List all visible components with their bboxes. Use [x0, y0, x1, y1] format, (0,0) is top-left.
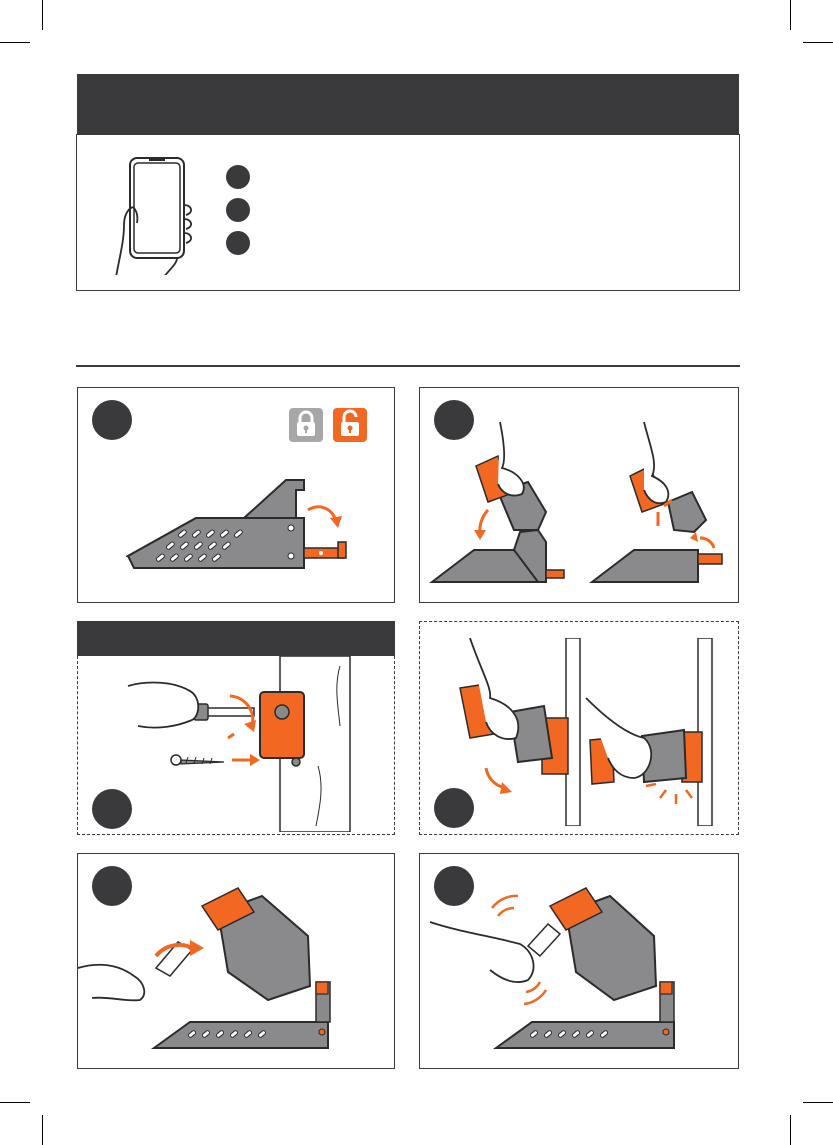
crop-mark	[790, 0, 791, 30]
mount-title-bar	[77, 621, 395, 656]
lock-open-icon	[333, 408, 367, 442]
phone-in-hand-icon	[97, 155, 207, 275]
app-intro-panel	[76, 134, 740, 291]
crop-mark	[803, 1102, 833, 1103]
step-5-panel	[77, 853, 395, 1069]
header-bar	[77, 74, 739, 134]
step-number-1	[92, 400, 132, 440]
step-4-panel	[419, 621, 739, 835]
crop-mark	[42, 1115, 43, 1145]
attach-to-post-illustration	[430, 638, 730, 826]
crop-mark	[0, 42, 30, 43]
step-1-panel	[77, 387, 395, 603]
intro-bullet-2	[226, 198, 250, 222]
base-plate-illustration	[126, 472, 366, 572]
step-6-panel	[419, 853, 739, 1069]
crop-mark	[0, 1102, 30, 1103]
crop-mark	[42, 0, 43, 30]
intro-bullet-3	[226, 231, 250, 255]
crop-mark	[790, 1115, 791, 1145]
step-2-panel	[419, 387, 739, 603]
insert-cartridge-illustration	[78, 882, 394, 1068]
screw-mount-illustration	[118, 656, 394, 832]
step-3-panel	[77, 656, 395, 835]
section-divider	[76, 365, 740, 367]
crop-mark	[803, 42, 833, 43]
intro-bullet-1	[226, 165, 250, 189]
attach-clip-illustration	[428, 402, 734, 592]
push-cartridge-illustration	[420, 882, 738, 1068]
lock-closed-icon	[289, 408, 323, 442]
